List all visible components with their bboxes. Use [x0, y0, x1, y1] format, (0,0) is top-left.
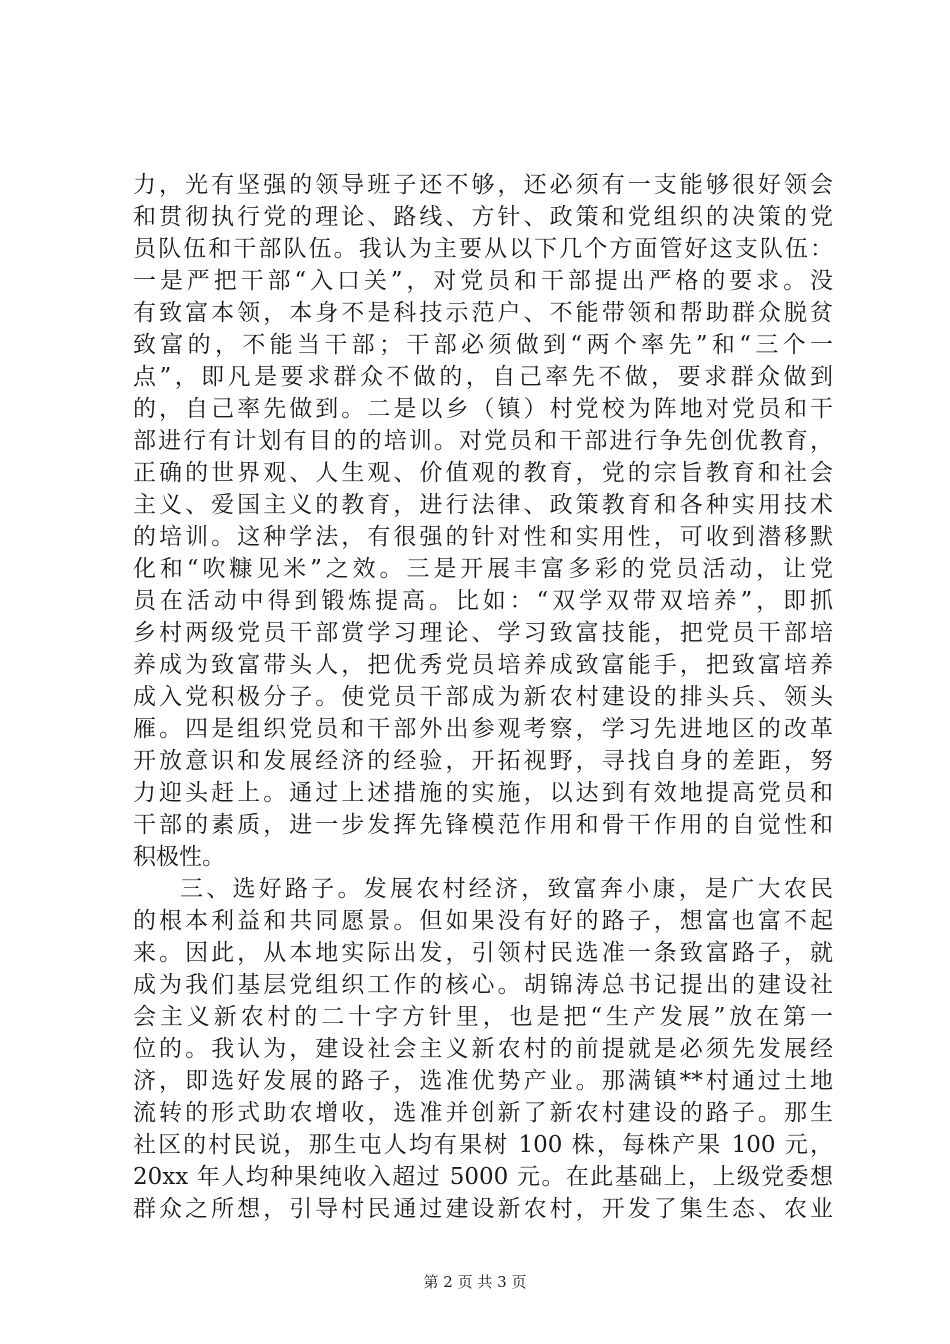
- text-line: 的培训。这种学法，有很强的针对性和实用性，可收到潜移默: [133, 524, 833, 550]
- text-line: 力，光有坚强的领导班子还不够，还必须有一支能够很好领会: [133, 172, 833, 198]
- text-line: 流转的形式助农增收，选准并创新了新农村建设的路子。那生: [133, 1100, 833, 1126]
- text-line: 主义、爱国主义的教育，进行法律、政策教育和各种实用技术: [133, 492, 833, 518]
- text-line: 正确的世界观、人生观、价值观的教育，党的宗旨教育和社会: [133, 460, 833, 486]
- text-line: 济，即选好发展的路子，选准优势产业。那满镇**村通过土地: [133, 1068, 833, 1094]
- text-line: 化和“吹糠见米”之效。三是开展丰富多彩的党员活动，让党: [133, 556, 833, 582]
- text-line: 点”，即凡是要求群众不做的，自己率先不做，要求群众做到: [133, 364, 833, 390]
- text-line: 员在活动中得到锻炼提高。比如：“双学双带双培养”，即抓: [133, 588, 833, 614]
- text-line: 的，自己率先做到。二是以乡（镇）村党校为阵地对党员和干: [133, 396, 833, 422]
- text-line: 群众之所想，引导村民通过建设新农村，开发了集生态、农业: [133, 1196, 833, 1222]
- text-line: 20xx 年人均种果纯收入超过 5000 元。在此基础上，上级党委想: [133, 1164, 833, 1190]
- text-line: 的根本利益和共同愿景。但如果没有好的路子，想富也富不起: [133, 908, 833, 934]
- text-line: 有致富本领，本身不是科技示范户、不能带领和帮助群众脱贫: [133, 300, 833, 326]
- text-line: 位的。我认为，建设社会主义新农村的前提就是必须先发展经: [133, 1036, 833, 1062]
- paragraph-heading-line: 三、选好路子。发展农村经济，致富奔小康，是广大农民: [180, 876, 833, 902]
- text-line: 积极性。: [133, 844, 225, 870]
- text-line: 乡村两级党员干部赏学习理论、学习致富技能，把党员干部培: [133, 620, 833, 646]
- page-number-footer: 第 2 页 共 3 页: [423, 1273, 527, 1291]
- text-line: 干部的素质，进一步发挥先锋模范作用和骨干作用的自觉性和: [133, 812, 833, 838]
- text-line: 社区的村民说，那生屯人均有果树 100 株，每株产果 100 元，: [133, 1132, 833, 1158]
- text-line: 会主义新农村的二十字方针里，也是把“生产发展”放在第一: [133, 1004, 833, 1030]
- text-line: 一是严把干部“入口关”，对党员和干部提出严格的要求。没: [133, 268, 833, 294]
- text-line: 成为我们基层党组织工作的核心。胡锦涛总书记提出的建设社: [133, 972, 833, 998]
- text-line: 成入党积极分子。使党员干部成为新农村建设的排头兵、领头: [133, 684, 833, 710]
- text-line: 来。因此，从本地实际出发，引领村民选准一条致富路子，就: [133, 940, 833, 966]
- text-line: 力迎头赶上。通过上述措施的实施，以达到有效地提高党员和: [133, 780, 833, 806]
- text-line: 和贯彻执行党的理论、路线、方针、政策和党组织的决策的党: [133, 204, 833, 230]
- text-line: 致富的，不能当干部；干部必须做到“两个率先”和“三个一: [133, 332, 833, 358]
- text-line: 雁。四是组织党员和干部外出参观考察，学习先进地区的改革: [133, 716, 833, 742]
- text-line: 部进行有计划有目的的培训。对党员和干部进行争先创优教育，: [133, 428, 833, 454]
- text-line: 养成为致富带头人，把优秀党员培养成致富能手，把致富培养: [133, 652, 833, 678]
- text-line: 开放意识和发展经济的经验，开拓视野，寻找自身的差距，努: [133, 748, 833, 774]
- text-line: 员队伍和干部队伍。我认为主要从以下几个方面管好这支队伍：: [133, 236, 833, 262]
